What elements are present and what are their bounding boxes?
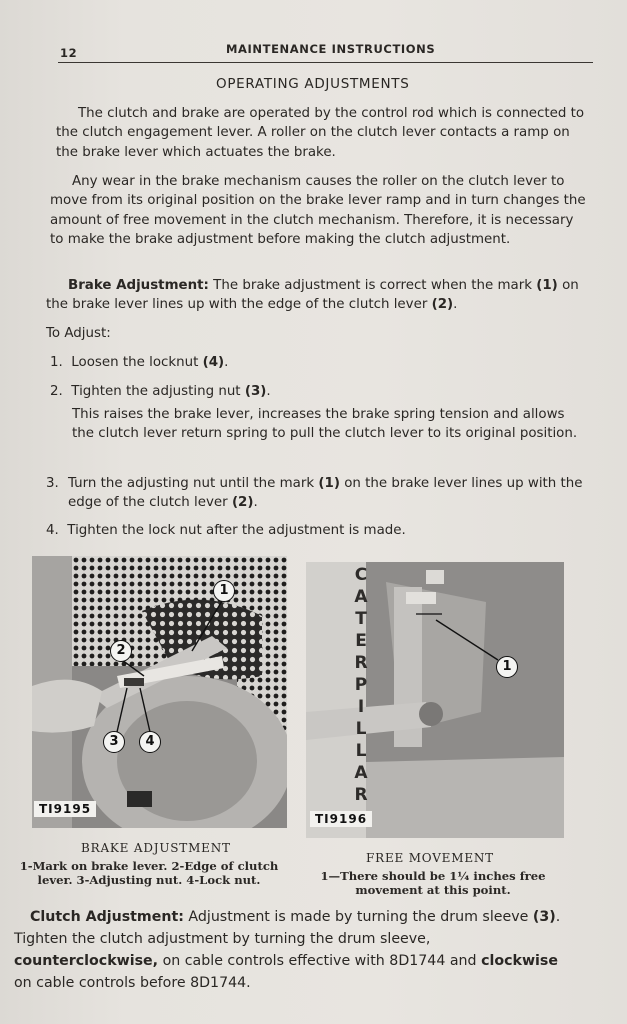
letter: L — [355, 741, 367, 761]
letter: L — [355, 719, 367, 739]
page-number: 12 — [60, 46, 78, 60]
text-run: . Tighten the clutch adjustment by turning the drum sleeve, — [14, 909, 561, 947]
left-caption — [18, 859, 280, 887]
clutch-lever-illustration — [306, 562, 564, 838]
emphasis: clockwise — [481, 953, 558, 969]
list-item — [46, 521, 586, 540]
right-caption-title: FREE MOVEMENT — [366, 851, 494, 865]
list-item — [50, 382, 590, 401]
text-run: The brake adjustment is correct when the mark — [208, 278, 537, 293]
letter: R — [354, 653, 368, 673]
paragraph-intro — [56, 104, 593, 162]
paragraph-wear — [50, 172, 590, 250]
callout-2: 2 — [110, 640, 132, 662]
section-title: OPERATING ADJUSTMENTS — [216, 76, 410, 92]
letter: I — [357, 697, 365, 717]
step-text: on the brake lever lines up with the edge of the clutch lever — [68, 476, 583, 511]
right-caption — [306, 869, 560, 897]
left-caption-title: BRAKE ADJUSTMENT — [81, 841, 231, 855]
paragraph-text: Any wear in the brake mechanism causes the roller on the clutch lever to move from its original position on the brake lever ramp and in turn changes the amount of free movement in the clutch mechanism. Therefore, it is necessary to make the brake adjustment before making the clutch adjustment. — [50, 174, 586, 248]
letter: R — [354, 785, 368, 805]
figure-label: TI9196 — [310, 811, 372, 827]
header-title: MAINTENANCE INSTRUCTIONS — [226, 42, 436, 56]
letter: E — [355, 631, 367, 651]
list-item — [46, 474, 586, 513]
text-run: on the brake lever lines up with the edge of the clutch lever — [46, 278, 579, 313]
paragraph-brake-adjustment — [46, 276, 590, 315]
text-run: . — [453, 297, 458, 313]
step-text: . — [266, 384, 271, 399]
ref-number: (1) — [536, 278, 558, 293]
step-text: Turn the adjusting nut until the mark — [68, 476, 319, 491]
step-text: Tighten the lock nut after the adjustment is made. — [67, 523, 406, 538]
step-number: 2. — [50, 384, 63, 399]
caption-line: 1—There should be 1¼ inches free — [320, 869, 546, 883]
step-text: . — [253, 495, 258, 511]
paragraph-text: The clutch and brake are operated by the control rod which is connected to the clutch engagement lever. A roller on the clutch lever contacts a ramp on the brake lever which actuates the brake. — [56, 106, 585, 160]
step-number: 1. — [50, 355, 63, 370]
ref-number: (3) — [532, 909, 556, 925]
callout-1: 1 — [213, 580, 235, 602]
step-number: 3. — [46, 476, 59, 491]
step-number: 4. — [46, 523, 59, 538]
step-text: Tighten the adjusting nut — [71, 384, 245, 399]
list-item — [50, 353, 590, 372]
callout-3: 3 — [103, 731, 125, 753]
caption-line: movement at this point. — [355, 883, 511, 897]
letter: C — [354, 565, 368, 585]
free-movement-photo — [306, 562, 564, 838]
text-run: on cable controls before 8D1744. — [14, 975, 251, 991]
emphasis: counterclockwise, — [14, 953, 159, 969]
callout-4: 4 — [139, 731, 161, 753]
step-text: Loosen the locknut — [71, 355, 203, 370]
caption-line: 1-Mark on brake lever. 2-Edge of clutch — [19, 859, 279, 873]
page-header — [58, 42, 593, 63]
ref-number: (3) — [244, 384, 267, 399]
paragraph-clutch-adjustment — [14, 906, 574, 994]
figure-label: TI9195 — [34, 801, 96, 817]
brake-mechanism-illustration — [32, 556, 287, 828]
brake-adjustment-photo — [32, 556, 287, 828]
text-run: on cable controls effective with 8D1744 and — [158, 953, 482, 969]
sub-text: This raises the brake lever, increases the brake spring tension and allows the clutch lever return spring to pull the clutch lever to its original position. — [72, 407, 578, 442]
ref-number: (4) — [202, 355, 225, 370]
letter: P — [354, 675, 368, 695]
letter: A — [354, 763, 368, 783]
text-run: Adjustment is made by turning the drum sleeve — [183, 909, 533, 925]
ref-number: (1) — [318, 476, 340, 491]
step-sub-paragraph — [72, 405, 587, 444]
to-adjust-text: To Adjust: — [46, 326, 111, 341]
ref-number: (2) — [431, 297, 454, 313]
to-adjust-label — [46, 324, 111, 343]
callout-1: 1 — [496, 656, 518, 678]
brake-heading: Brake Adjustment: — [68, 278, 209, 293]
vertical-lettering — [352, 564, 370, 806]
ref-number: (2) — [231, 495, 254, 511]
clutch-heading: Clutch Adjustment: — [30, 909, 184, 925]
letter: A — [354, 587, 368, 607]
step-text: . — [224, 355, 229, 370]
caption-line: lever. 3-Adjusting nut. 4-Lock nut. — [37, 873, 261, 887]
letter: T — [355, 609, 367, 629]
